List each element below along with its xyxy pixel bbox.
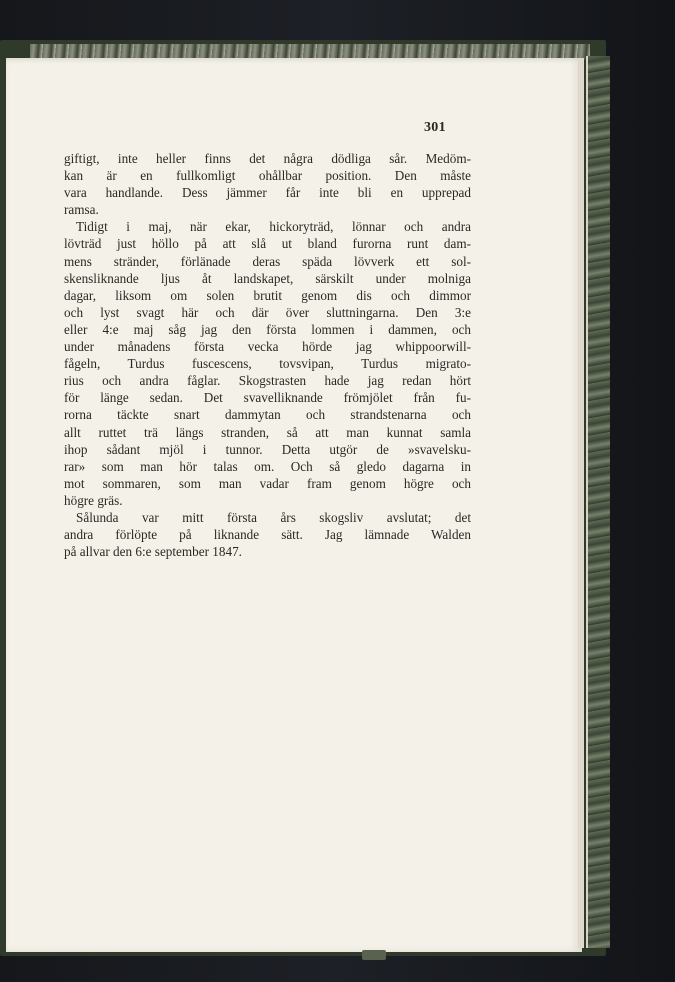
text-line: under månadens första vecka hörde jag whippoorwill- xyxy=(64,339,471,355)
text-line: högre gräs. xyxy=(64,492,123,508)
text-line: fågeln, Turdus fuscescens, tovsvipan, Turdus migrato- xyxy=(64,356,471,372)
page-stack-edge xyxy=(578,58,584,948)
text-line: dagar, liksom om solen brutit genom dis och dimmor xyxy=(64,287,471,303)
text-line: ramsa. xyxy=(64,202,99,218)
text-line: kan är en fullkomligt ohållbar position. Den måste xyxy=(64,168,471,184)
text-line: allt ruttet trä längs stranden, så att man kunnat samla xyxy=(64,424,471,440)
text-line: skensliknande ljus åt landskapet, särskilt under molniga xyxy=(64,270,471,286)
page-text xyxy=(64,150,471,560)
text-line: rorna täckte snart dammytan och strandstenarna och xyxy=(64,407,471,423)
text-line: mens stränder, förlänade deras späda lövverk ett sol- xyxy=(64,253,471,269)
cover-bottom-tab xyxy=(362,950,386,960)
text-line: Sålunda var mitt första års skogsliv avslutat; det xyxy=(76,509,471,525)
cover-marbled-edge xyxy=(586,56,610,948)
text-line: och lyst svagt här och där över sluttningarna. Den 3:e xyxy=(64,304,471,320)
text-line: rar» som man hör talas om. Och så gledo dagarna in xyxy=(64,458,471,474)
text-line: lövträd just höllo på att slå ut bland furorna runt dam- xyxy=(64,236,471,252)
text-line: Tidigt i maj, när ekar, hickoryträd, lönnar och andra xyxy=(76,219,471,235)
text-line: rius och andra fåglar. Skogstrasten hade jag redan hört xyxy=(64,373,471,389)
text-line: för länge sedan. Det svavelliknande frömjölet från fu- xyxy=(64,390,471,406)
text-line: giftigt, inte heller finns det några dödliga sår. Medöm- xyxy=(64,151,471,166)
text-line: på allvar den 6:e september 1847. xyxy=(64,544,242,560)
text-line: vara handlande. Dess jämmer får inte bli en upprepad xyxy=(64,185,471,201)
text-line: andra förlöpte på liknande sätt. Jag lämnade Walden xyxy=(64,527,471,543)
page-number: 301 xyxy=(424,120,446,135)
text-line: ihop sådant mjöl i tunnor. Detta utgör de »svavelsku- xyxy=(64,441,471,457)
text-line: mot sommaren, som man vadar fram genom högre och xyxy=(64,475,471,491)
text-line: eller 4:e maj såg jag den första lommen i dammen, och xyxy=(64,321,471,337)
